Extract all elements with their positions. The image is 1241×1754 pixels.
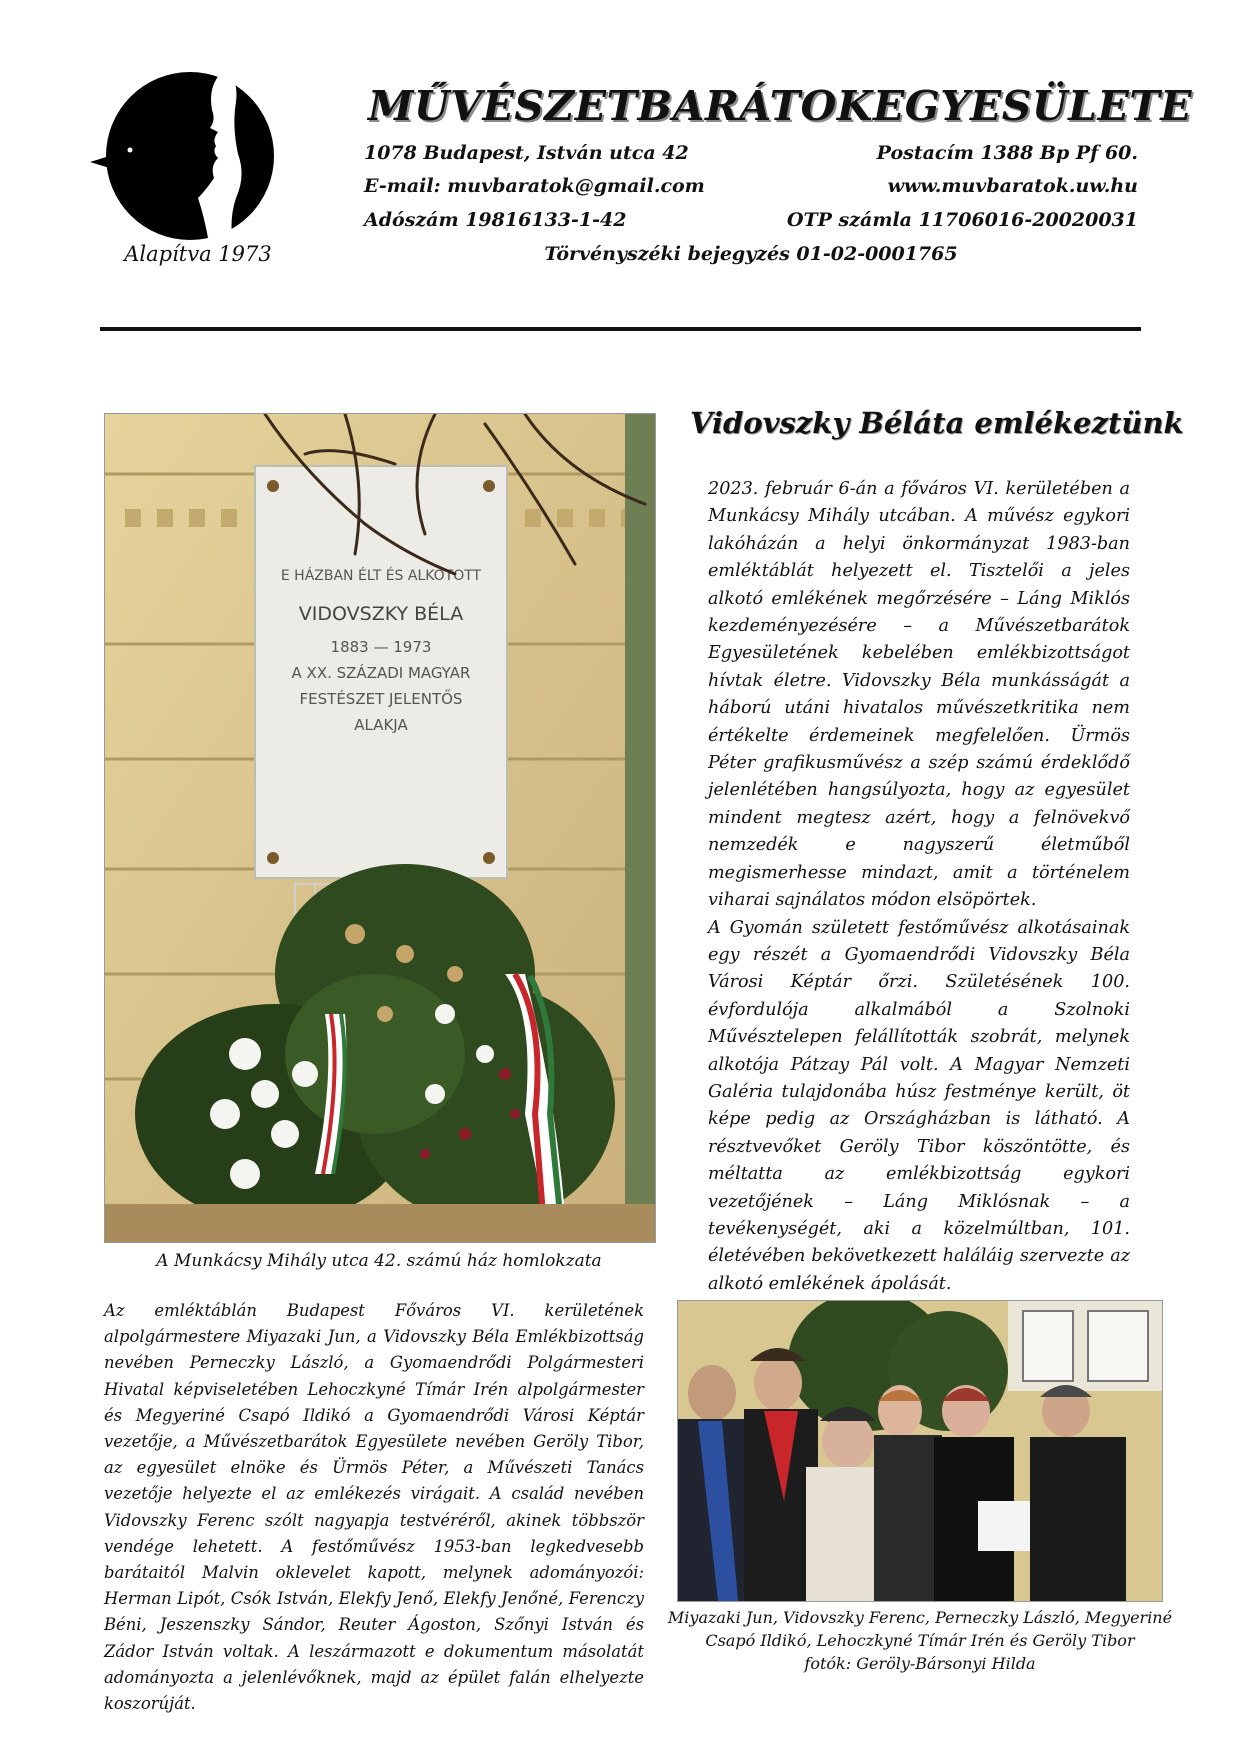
group-caption-line: Csapó Ildikó, Lehoczkyné Tímár Irén és Geröly Tibor: [705, 1631, 1135, 1650]
group-photo-caption: [660, 1606, 1180, 1675]
article-paragraph: Az emléktáblán Budapest Főváros VI. kerületének alpolgármestere Miyazaki Jun, a Vidovszky Béla Emlékbizottság nevében Perneczky László, a Gyomaendrődi Polgármesteri Hivatal képviseletében Lehoczkyné Tímár Irén alpolgármester és Megyeriné Csapó Ildikó a Gyomaendrődi Városi Képtár vezetője, a Művészetbarátok Egyesülete nevében Geröly Tibor, az egyesület elnöke és Ürmös Péter, a Művészeti Tanács vezetője helyezte el az emlékezés virágait. A család nevében Vidovszky Ferenc szólt nagyapja testvéréről, akinek többször vendége lehetett. A festőművész 1953-ban legkedvesebb barátaitól Malvin oklevelet kapott, melynek adományozói: Herman Lipót, Csók István, Elekfy Jenő, Elekfy Jenőné, Ferenczy Béni, Jeszenszky Sándor, Reuter Ágoston, Szőnyi István és Zádor István voltak. A leszármazott e dokumentum másolatát adományozta a jelenlévőknek, majd az épület falán elhelyezte koszorúját.: [104, 1301, 644, 1714]
plaque-line5: FESTÉSZET JELENTŐS: [299, 690, 463, 708]
article-title: Vidovszky Béláta emlékeztünk: [690, 406, 1184, 440]
street-address: 1078 Budapest, István utca 42: [364, 142, 689, 164]
association-logo: [86, 66, 286, 246]
website-address: www.muvbaratok.uw.hu: [887, 175, 1138, 197]
organization-title-part1: MŰVÉSZETBARÁTOK: [368, 82, 873, 130]
photo-credit: fotók: Geröly-Bársonyi Hilda: [804, 1654, 1036, 1673]
article-paragraph: 2023. február 6-án a főváros VI. kerületében a Munkácsy Mihály utcában. A művész egykori lakóházán a helyi önkormányzat 1983-ban emléktáblát helyezett el. Tisztelői a jeles alkotó emlékének megőrzésére – Láng Miklós kezdeményezésére – a Művészetbarátok Egyesületének kebelében emlékbizottságot hívtak életre. Vidovszky Béla munkásságát a háború utáni hivatalos művészetkritika nem értékelte érdemeinek megfelelően. Ürmös Péter grafikusművész a szép számú érdeklődő jelenlétében hangsúlyozta, hogy az egyesület mindent megtesz azért, hogy a felnövekvő nemzedék e nagyszerű életműből megismerhesse mindazt, amit a történelem viharai sajnálatos módon elsöpörtek.: [708, 479, 1130, 911]
facade-photo: [104, 413, 656, 1243]
group-caption-line: Miyazaki Jun, Vidovszky Ferenc, Perneczky László, Megyeriné: [667, 1608, 1173, 1627]
contact-row: [364, 175, 1138, 197]
tax-number: Adószám 19816133-1-42: [364, 209, 627, 231]
email-address: E-mail: muvbaratok@gmail.com: [364, 175, 705, 197]
organization-title: [368, 82, 1192, 130]
plaque-line1: E HÁZBAN ÉLT ÉS ALKOTOTT: [280, 568, 482, 584]
header-divider: [100, 327, 1141, 331]
article-continued: [104, 1298, 644, 1717]
court-registration: Törvényszéki bejegyzés 01-02-0001765: [544, 243, 958, 265]
plaque-line4: A XX. SZÁZADI MAGYAR: [291, 664, 471, 682]
group-photo: [677, 1300, 1163, 1602]
article-paragraph: A Gyomán született festőművész alkotásainak egy részét a Gyomaendrődi Vidovszky Béla Városi Képtár őrzi. Születésének 100. évfordulója alkalmából a Szolnoki Művésztelepen felállították szobrát, melynek alkotója Pátzay Pál volt. A Magyar Nemzeti Galéria tulajdonába húsz festménye került, öt képe pedig az Országházban is látható. A résztvevőket Geröly Tibor köszöntötte, és méltatta az emlékbizottság egykori vezetőjének – Láng Miklósnak – a tevékenységét, aki a közelmúltban, 101. életévében bekövetkezett haláláig szervezte az alkotó emlékének ápolását.: [708, 917, 1130, 1294]
finance-row: [364, 209, 1138, 231]
bird-face-logo-icon: [86, 66, 286, 246]
attendees-photo: [678, 1301, 1162, 1601]
facade-photo-caption: A Munkácsy Mihály utca 42. számú ház homlokzata: [156, 1251, 602, 1271]
plaque-line6: ALAKJA: [354, 716, 408, 734]
article-body: [708, 476, 1130, 1298]
postal-address: Postacím 1388 Bp Pf 60.: [876, 142, 1138, 164]
organization-title-part2: EGYESÜLETE: [872, 82, 1192, 130]
plaque-line2: VIDOVSZKY BÉLA: [298, 603, 464, 625]
plaque-line3: 1883 — 1973: [330, 638, 432, 656]
memorial-plaque-photo: [105, 414, 655, 1242]
bank-account: OTP számla 11706016-20020031: [786, 209, 1138, 231]
address-row: [364, 142, 1138, 164]
founded-label: Alapítva 1973: [124, 242, 272, 266]
